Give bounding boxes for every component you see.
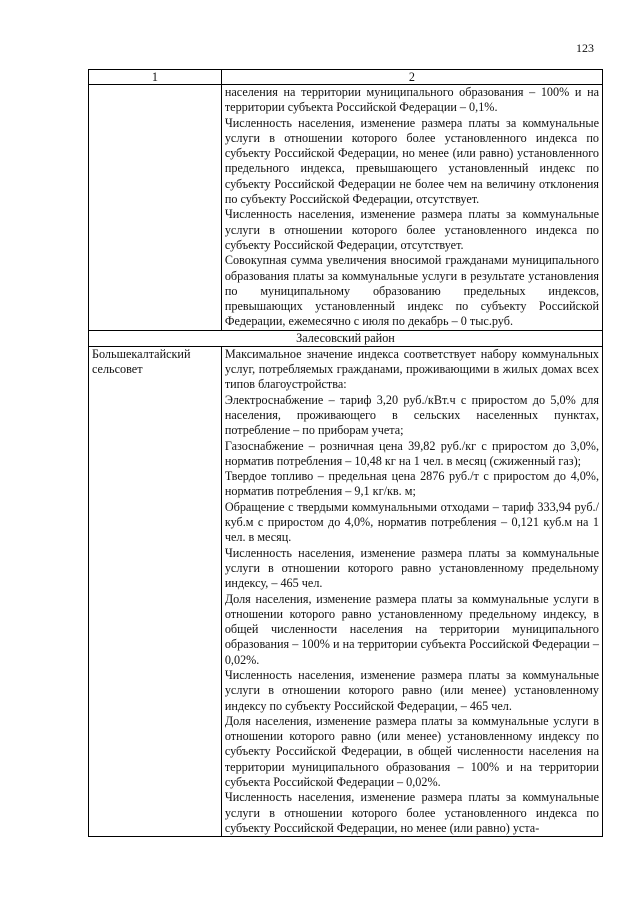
continuation-row <box>89 85 603 331</box>
paragraph: населения на территории муниципального образования – 100% и на территории субъекта Российской Федерации – 0,1%. <box>224 85 599 115</box>
paragraph: Газоснабжение – розничная цена 39,82 руб./кг с приростом до 3,0%, норматив потребления – 10,48 кг на 1 чел. в месяц (сжиженный газ); <box>224 438 599 468</box>
paragraph: Численность населения, изменение размера платы за коммунальные услуги в отношении которого более установленного индекса по субъекту Российской Федерации, но менее (или равно) уста- <box>224 790 599 835</box>
paragraph: Твердое топливо – предельная цена 2876 руб./т с приростом до 4,0%, норматив потребления – 9,1 кг/кв. м; <box>224 469 599 499</box>
paragraph: Численность населения, изменение размера платы за коммунальные услуги в отношении которого равно установленному предельному индексу, – 465 чел. <box>224 545 599 591</box>
paragraph: Численность населения, изменение размера платы за коммунальные услуги в отношении которого более установленного индекса по субъекту Российской Федерации, но менее (или равно) установленного предельного индекса, превышающего установленный индекс по субъекту Российской Федерации не более чем на величину отклонения по субъекту Российской Федерации, отсутствует. <box>224 115 599 207</box>
municipality-name: Большекалтайский сельсовет <box>89 346 222 837</box>
municipality-text-cell <box>221 346 602 837</box>
document-table <box>88 69 603 837</box>
paragraph: Обращение с твердыми коммунальными отходами – тариф 333,94 руб./куб.м с приростом до 4,0%, норматив потребления – 0,121 куб.м на 1 чел. в месяц. <box>224 499 599 545</box>
column-1-header: 1 <box>89 70 222 85</box>
paragraph: Численность населения, изменение размера платы за коммунальные услуги в отношении которого равно (или менее) установленному индексу по субъекту Российской Федерации, – 465 чел. <box>224 667 599 713</box>
continuation-empty-cell <box>89 85 222 331</box>
municipality-row <box>89 346 603 837</box>
section-title: Залесовский район <box>89 330 603 346</box>
page-number: 123 <box>576 41 594 55</box>
table-header-row <box>89 70 603 85</box>
paragraph: Доля населения, изменение размера платы за коммунальные услуги в отношении которого равно установленному предельному индексу, в общей численности населения на территории муниципального образования – 100% и на территории субъекта Российской Федерации – 0,02%. <box>224 591 599 667</box>
paragraph: Численность населения, изменение размера платы за коммунальные услуги в отношении которого более установленного индекса по субъекту Российской Федерации, отсутствует. <box>224 207 599 252</box>
paragraph: Доля населения, изменение размера платы за коммунальные услуги в отношении которого равно (или менее) установленному индексу по субъекту Российской Федерации, в общей численности населения на территории муниципального образования – 100% и на территории субъекта Российской Федерации – 0,02%. <box>224 713 599 790</box>
column-2-header: 2 <box>221 70 602 85</box>
paragraph: Совокупная сумма увеличения вносимой гражданами муниципального образования платы за коммунальные услуги в результате установления по муниципальному образованию предельных индексов, превышающих установленный индекс по субъекту Российской Федерации, ежемесячно с июля по декабрь – 0 тыс.руб. <box>224 253 599 329</box>
continuation-text-cell <box>221 85 602 331</box>
paragraph: Максимальное значение индекса соответствует набору коммунальных услуг, потребляемых гражданами, проживающими в жилых домах всех типов благоустройства: <box>224 346 599 392</box>
paragraph: Электроснабжение – тариф 3,20 руб./кВт.ч с приростом до 5,0% для населения, проживающего в сельских населенных пунктах, потребление – по приборам учета; <box>224 392 599 438</box>
section-row <box>89 330 603 346</box>
